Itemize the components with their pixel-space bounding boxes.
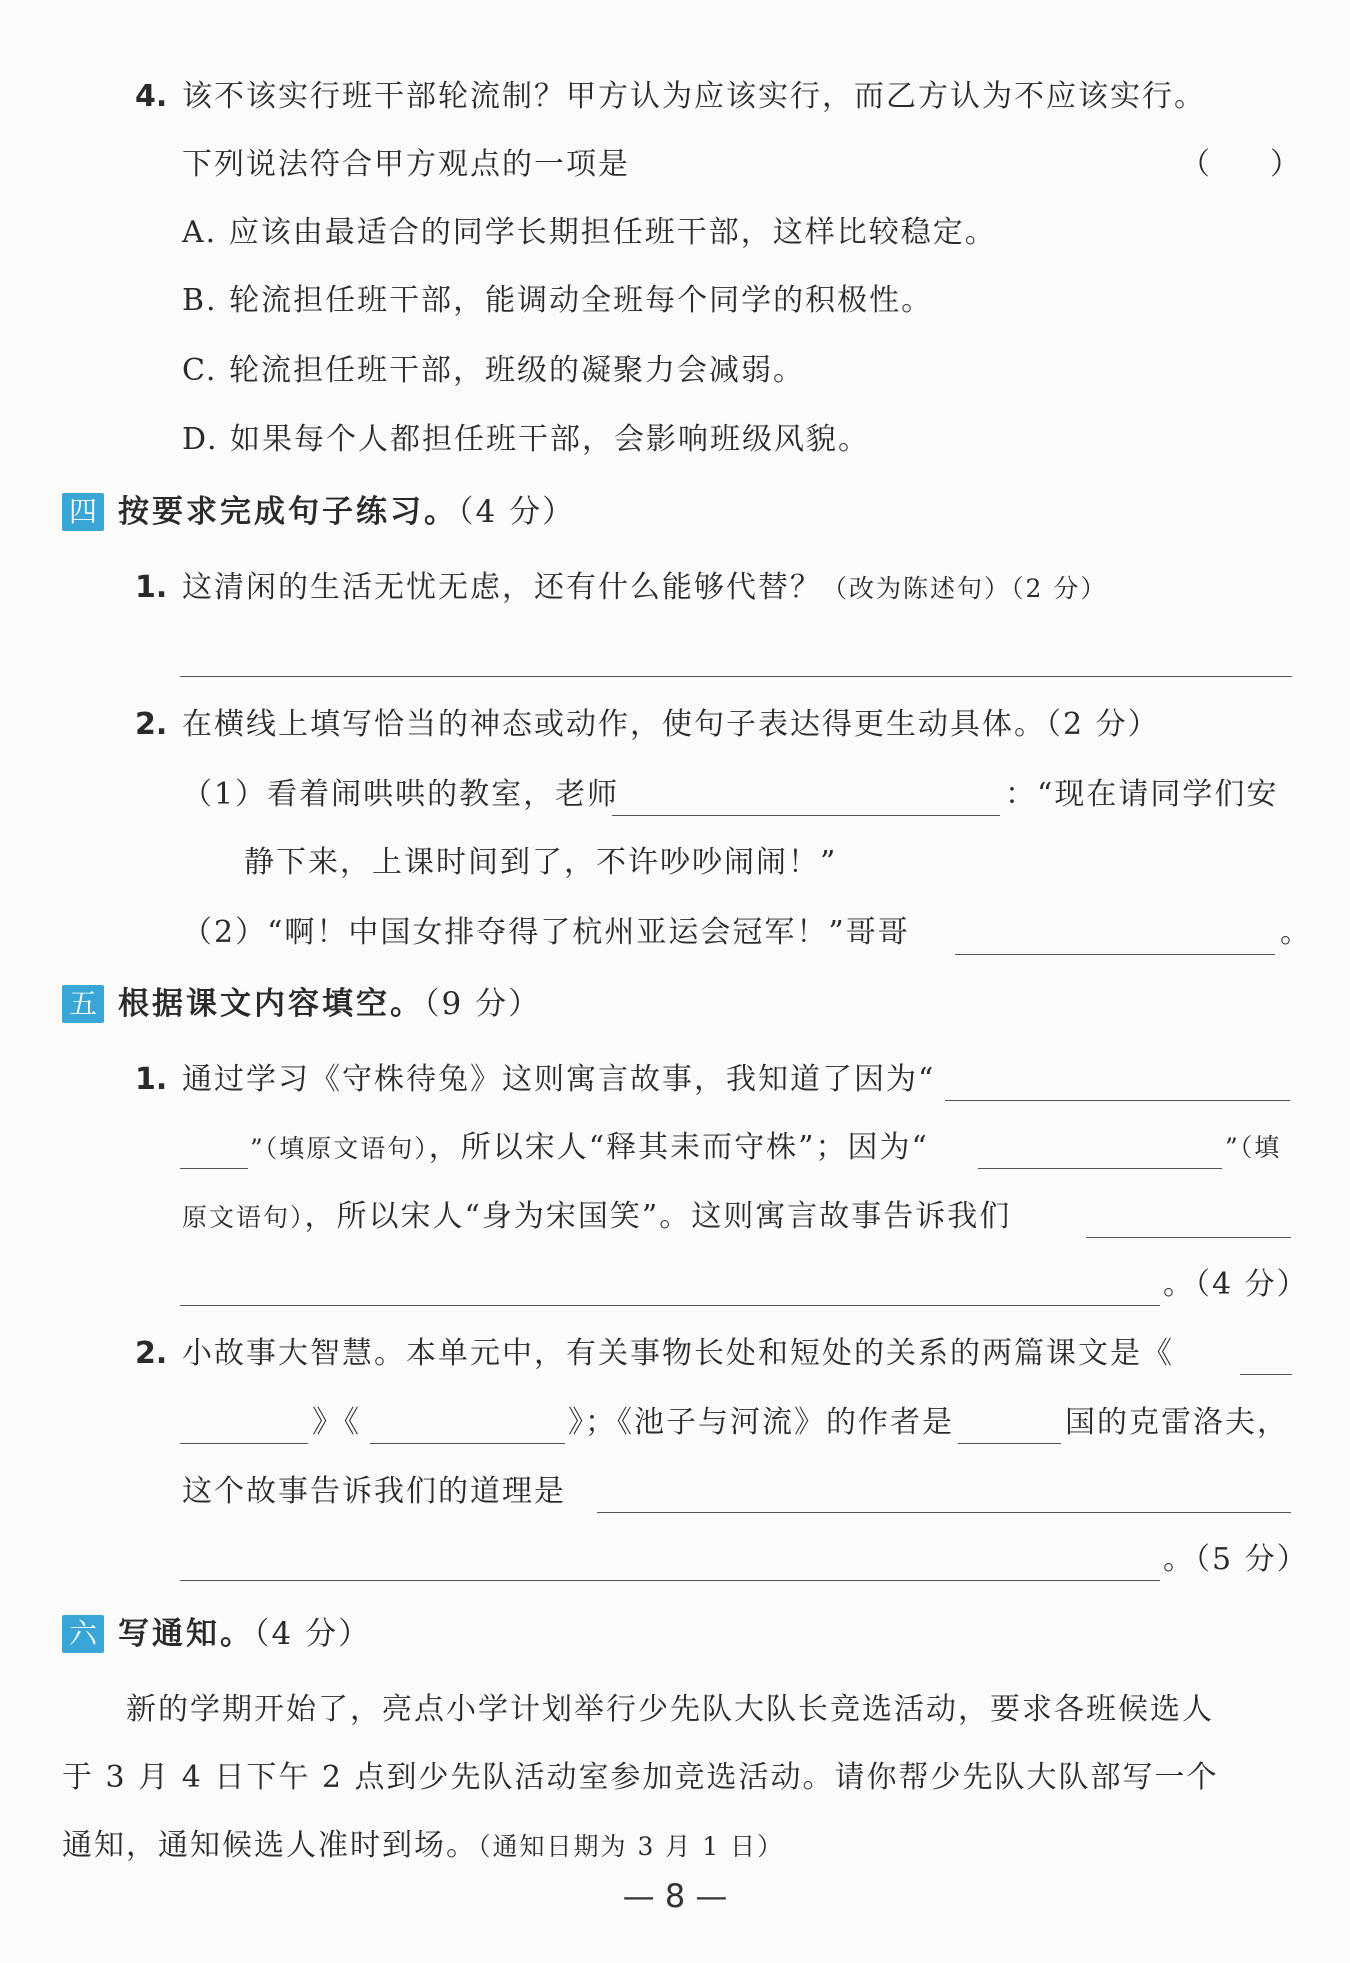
question-number: 2. <box>135 707 168 742</box>
fill-blank[interactable] <box>180 1168 248 1169</box>
q1-l2-tail: ”（填 <box>1225 1133 1282 1162</box>
answer-parentheses[interactable]: （ ） <box>1180 147 1300 182</box>
para-text: 新的学期开始了，亮点小学计划举行少先队大队长竞选活动，要求各班候选人 <box>126 1692 1214 1727</box>
sec5-q1-text: 通过学习《守株待兔》这则寓言故事，我知道了因为“ <box>182 1062 936 1097</box>
q2-l2b: 》；《池子与河流》的作者是 <box>568 1405 954 1440</box>
section-title-5 <box>118 984 541 1024</box>
section-title-text: 根据课文内容填空。 <box>118 986 424 1022</box>
s1-continued: 静下来，上课时间到了，不许吵吵闹闹！” <box>244 845 838 880</box>
option-b-text: B. 轮流担任班干部，能调动全班每个同学的积极性。 <box>182 283 934 318</box>
fill-blank[interactable] <box>370 1443 565 1444</box>
fill-blank[interactable] <box>978 1168 1222 1169</box>
q2-l2c: 国的克雷洛夫， <box>1065 1405 1289 1440</box>
section-badge-5: 五 <box>62 985 104 1023</box>
section-score: （9 分） <box>424 986 542 1022</box>
fill-blank[interactable] <box>612 815 1000 816</box>
s1-quote: ：“现在请同学们安 <box>1005 777 1279 812</box>
section-badge-4: 四 <box>62 493 104 531</box>
q4-prompt: 下列说法符合甲方观点的一项是 <box>182 147 630 182</box>
para-text: 于 3 月 4 日下午 2 点到少先队活动室参加竞选活动。请你帮少先队大队部写一个 <box>62 1760 1219 1795</box>
answer-line[interactable] <box>180 676 1292 677</box>
fill-blank[interactable] <box>180 1305 1160 1306</box>
question-number: 2. <box>135 1336 168 1371</box>
s2-start: （2）“啊！中国女排夺得了杭州亚运会冠军！”哥哥 <box>182 915 910 950</box>
fill-blank[interactable] <box>180 1443 308 1444</box>
section-title-6 <box>118 1614 371 1654</box>
sec4-q2-text: 在横线上填写恰当的神态或动作，使句子表达得更生动具体。（2 分） <box>182 707 1160 742</box>
section-score: （4 分） <box>254 1616 372 1652</box>
s2-end: 。 <box>1280 915 1312 950</box>
fill-blank[interactable] <box>597 1512 1291 1513</box>
fill-blank[interactable] <box>1240 1374 1292 1375</box>
sec5-q2-text: 小故事大智慧。本单元中，有关事物长处和短处的关系的两篇课文是《 <box>182 1336 1174 1371</box>
page-number: — 8 — <box>622 1877 728 1915</box>
question-number: 1. <box>135 570 168 605</box>
q4-stem: 该不该实行班干部轮流制？甲方认为应该实行，而乙方认为不应该实行。 <box>182 79 1206 114</box>
section-title-4 <box>118 492 575 532</box>
option-a-text: A. 应该由最适合的同学长期担任班干部，这样比较稳定。 <box>182 215 997 250</box>
para-text: 通知，通知候选人准时到场。（通知日期为 3 月 1 日） <box>62 1828 785 1863</box>
section-badge-6: 六 <box>62 1615 104 1653</box>
option-d-text: D. 如果每个人都担任班干部，会影响班级风貌。 <box>182 422 871 457</box>
sec4-q1-text: 这清闲的生活无忧无虑，还有什么能够代替？（改为陈述句）（2 分） <box>182 570 1108 605</box>
section-title-text: 写通知。 <box>118 1616 254 1652</box>
question-number: 4. <box>135 79 168 114</box>
option-c-text: C. 轮流担任班干部，班级的凝聚力会减弱。 <box>182 353 805 388</box>
section-title-text: 按要求完成句子练习。 <box>118 494 458 530</box>
q2-l3-text: 这个故事告诉我们的道理是 <box>182 1474 566 1509</box>
q1-score: 。（4 分） <box>1163 1267 1309 1302</box>
fill-blank[interactable] <box>1086 1237 1291 1238</box>
q1-l3-text: 原文语句），所以宋人“身为宋国笑”。这则寓言故事告诉我们 <box>182 1199 1012 1234</box>
q2-score: 。（5 分） <box>1163 1542 1309 1577</box>
s1-start: （1）看着闹哄哄的教室，老师 <box>182 777 620 812</box>
question-number: 1. <box>135 1062 168 1097</box>
q1-l2-text: ”（填原文语句），所以宋人“释其耒而守株”；因为“ <box>250 1130 929 1165</box>
section-score: （4 分） <box>458 494 576 530</box>
q2-l2a: 》《 <box>312 1405 361 1440</box>
fill-blank[interactable] <box>955 954 1275 955</box>
fill-blank[interactable] <box>958 1443 1061 1444</box>
fill-blank[interactable] <box>945 1100 1290 1101</box>
fill-blank[interactable] <box>180 1580 1160 1581</box>
